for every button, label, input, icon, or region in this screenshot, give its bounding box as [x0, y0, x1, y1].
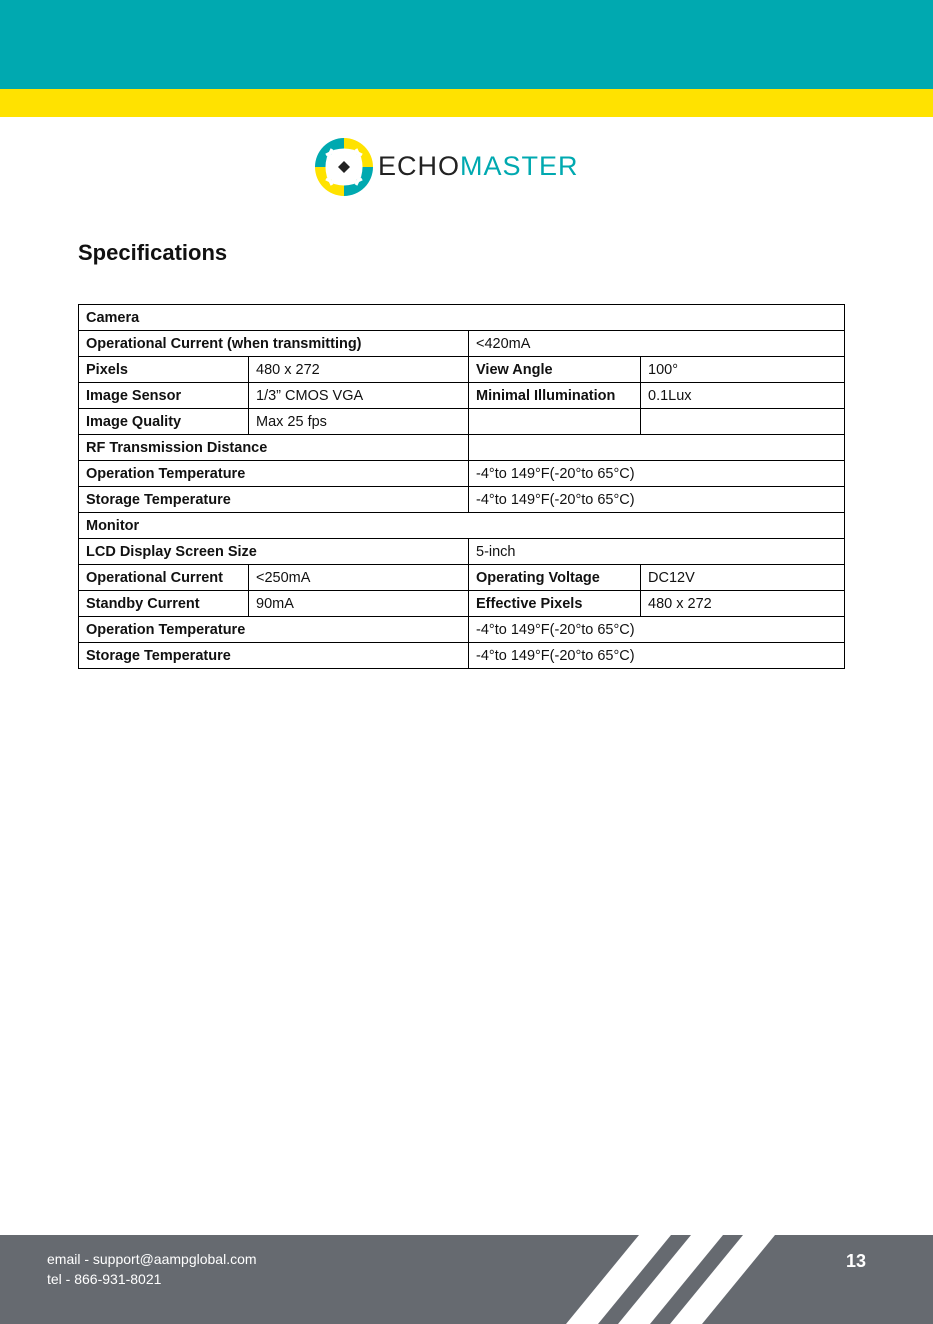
page-number: 13 — [846, 1251, 867, 1271]
table-row — [79, 461, 845, 487]
footer-contact — [47, 1249, 257, 1289]
table-row — [79, 643, 845, 669]
table-row — [79, 565, 845, 591]
table-row — [79, 357, 845, 383]
spec-label: Storage Temperature — [79, 487, 469, 513]
spec-value: 0.1Lux — [641, 383, 845, 409]
spec-label: Operation Temperature — [79, 617, 469, 643]
echomaster-swirl-logo-icon — [312, 135, 376, 199]
spec-value — [469, 435, 845, 461]
spec-label: Storage Temperature — [79, 643, 469, 669]
spec-value: 480 x 272 — [249, 357, 469, 383]
table-row — [79, 383, 845, 409]
empty-cell — [469, 409, 641, 435]
spec-value: 1/3” CMOS VGA — [249, 383, 469, 409]
spec-value: <250mA — [249, 565, 469, 591]
section-header-monitor: Monitor — [79, 513, 845, 539]
spec-label: Image Sensor — [79, 383, 249, 409]
spec-label: Operational Current (when transmitting) — [79, 331, 469, 357]
spec-value: DC12V — [641, 565, 845, 591]
table-row — [79, 513, 845, 539]
spec-value: Max 25 fps — [249, 409, 469, 435]
spec-value: 90mA — [249, 591, 469, 617]
spec-label: RF Transmission Distance — [79, 435, 469, 461]
section-header-camera: Camera — [79, 305, 845, 331]
spec-label: Operational Current — [79, 565, 249, 591]
table-row — [79, 435, 845, 461]
spec-value: 480 x 272 — [641, 591, 845, 617]
logo-wordmark — [378, 149, 579, 183]
spec-value: 5-inch — [469, 539, 845, 565]
header-teal-band — [0, 0, 933, 89]
spec-value: -4°to 149°F(-20°to 65°C) — [469, 617, 845, 643]
spec-label: View Angle — [469, 357, 641, 383]
spec-label: LCD Display Screen Size — [79, 539, 469, 565]
spec-label: Image Quality — [79, 409, 249, 435]
footer-tel: tel - 866-931-8021 — [47, 1271, 162, 1287]
spec-label: Standby Current — [79, 591, 249, 617]
table-row — [79, 305, 845, 331]
logo-wordmark-echo: ECHO — [378, 151, 461, 181]
table-row — [79, 617, 845, 643]
table-row — [79, 331, 845, 357]
spec-value: 100° — [641, 357, 845, 383]
table-row — [79, 539, 845, 565]
spec-value: -4°to 149°F(-20°to 65°C) — [469, 643, 845, 669]
footer-email: email - support@aampglobal.com — [47, 1251, 257, 1267]
table-row — [79, 487, 845, 513]
table-row — [79, 409, 845, 435]
specifications-table — [78, 304, 845, 669]
footer-bar — [0, 1235, 933, 1324]
spec-label: Pixels — [79, 357, 249, 383]
empty-cell — [641, 409, 845, 435]
spec-label: Effective Pixels — [469, 591, 641, 617]
spec-value: -4°to 149°F(-20°to 65°C) — [469, 461, 845, 487]
spec-label: Minimal Illumination — [469, 383, 641, 409]
table-row — [79, 591, 845, 617]
spec-value: -4°to 149°F(-20°to 65°C) — [469, 487, 845, 513]
logo-wordmark-master: MASTER — [460, 151, 579, 181]
header-yellow-band — [0, 89, 933, 117]
spec-label: Operation Temperature — [79, 461, 469, 487]
spec-label: Operating Voltage — [469, 565, 641, 591]
spec-value: <420mA — [469, 331, 845, 357]
page-title: Specifications — [78, 240, 228, 265]
echomaster-logo — [312, 135, 622, 199]
